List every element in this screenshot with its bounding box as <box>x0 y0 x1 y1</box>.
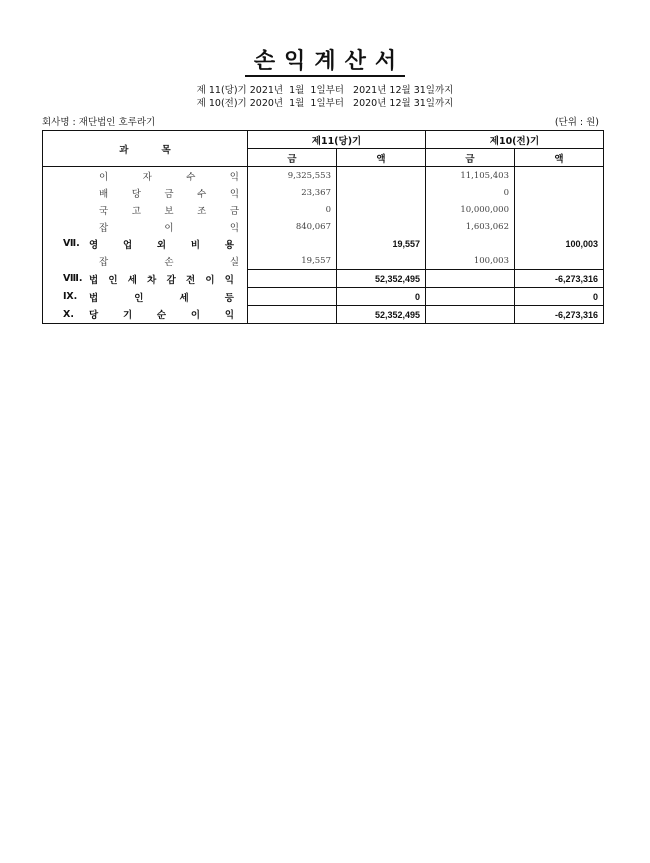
current-detail-amount <box>248 288 337 306</box>
period-prior: 제 10(전)기 2020년 1월 1일부터 2020년 12월 31일까지 <box>196 98 454 109</box>
header-current-amount-b: 액 <box>337 149 426 167</box>
prior-total-amount: 100,003 <box>515 235 604 252</box>
current-detail-amount: 23,367 <box>248 184 337 201</box>
prior-detail-amount: 0 <box>426 184 515 201</box>
statement-row <box>43 288 604 306</box>
row-label: Ⅷ. 법 인 세 차 감 전 이 익 <box>43 270 248 288</box>
current-total-amount: 52,352,495 <box>337 270 426 288</box>
row-roman-numeral: Ⅶ. <box>63 238 80 249</box>
prior-detail-amount <box>426 288 515 306</box>
header-prior-amount-b: 액 <box>515 149 604 167</box>
current-detail-amount: 840,067 <box>248 218 337 235</box>
current-detail-amount: 9,325,553 <box>248 167 337 185</box>
title-underline <box>247 76 397 77</box>
prior-total-amount <box>515 184 604 201</box>
current-total-amount <box>337 184 426 201</box>
current-total-amount <box>337 218 426 235</box>
statement-row <box>43 252 604 270</box>
header-prior-period: 제10(전)기 <box>426 131 604 149</box>
prior-total-amount <box>515 201 604 218</box>
prior-total-amount <box>515 252 604 270</box>
row-label: Ⅶ. 영 업 외 비 용 <box>43 235 248 252</box>
row-label: 배 당 금 수 익 <box>43 184 248 201</box>
current-total-amount <box>337 252 426 270</box>
prior-detail-amount: 1,603,062 <box>426 218 515 235</box>
current-total-amount: 52,352,495 <box>337 306 426 324</box>
header-prior-amount-a: 금 <box>426 149 515 167</box>
row-label: Ⅹ. 당 기 순 이 익 <box>43 306 248 324</box>
current-detail-amount <box>248 235 337 252</box>
row-label: Ⅸ. 법 인 세 등 <box>43 288 248 306</box>
prior-total-amount <box>515 218 604 235</box>
row-label: 잡 이 익 <box>43 218 248 235</box>
current-detail-amount <box>248 270 337 288</box>
prior-detail-amount <box>426 235 515 252</box>
row-roman-numeral: Ⅸ. <box>63 291 78 302</box>
statement-row <box>43 270 604 288</box>
statement-row <box>43 218 604 235</box>
unit-label: (단위 : 원) <box>554 117 599 128</box>
current-total-amount <box>337 201 426 218</box>
statement-row <box>43 235 604 252</box>
statement-row <box>43 184 604 201</box>
prior-total-amount: -6,273,316 <box>515 270 604 288</box>
period-current: 제 11(당)기 2021년 1월 1일부터 2021년 12월 31일까지 <box>196 85 454 96</box>
row-label: 이 자 수 익 <box>43 167 248 185</box>
current-total-amount: 19,557 <box>337 235 426 252</box>
statement-row <box>43 201 604 218</box>
row-roman-numeral: Ⅷ. <box>63 273 83 284</box>
prior-detail-amount <box>426 270 515 288</box>
statement-row <box>43 306 604 324</box>
row-roman-numeral: Ⅹ. <box>63 308 74 320</box>
prior-total-amount <box>515 167 604 185</box>
prior-total-amount: -6,273,316 <box>515 306 604 324</box>
prior-detail-amount: 10,000,000 <box>426 201 515 218</box>
prior-detail-amount: 11,105,403 <box>426 167 515 185</box>
row-label: 국 고 보 조 금 <box>43 201 248 218</box>
current-total-amount: 0 <box>337 288 426 306</box>
header-current-amount-a: 금 <box>248 149 337 167</box>
company-name: 회사명 : 재단법인 호루라기 <box>42 117 156 128</box>
current-detail-amount: 19,557 <box>248 252 337 270</box>
current-total-amount <box>337 167 426 185</box>
statement-title: 손익계산서 <box>0 44 650 75</box>
current-detail-amount: 0 <box>248 201 337 218</box>
income-statement-table <box>42 130 604 324</box>
prior-detail-amount: 100,003 <box>426 252 515 270</box>
prior-total-amount: 0 <box>515 288 604 306</box>
header-current-period: 제11(당)기 <box>248 131 426 149</box>
prior-detail-amount <box>426 306 515 324</box>
current-detail-amount <box>248 306 337 324</box>
header-item: 과 목 <box>43 131 248 167</box>
row-label: 잡 손 실 <box>43 252 248 270</box>
statement-row <box>43 167 604 185</box>
